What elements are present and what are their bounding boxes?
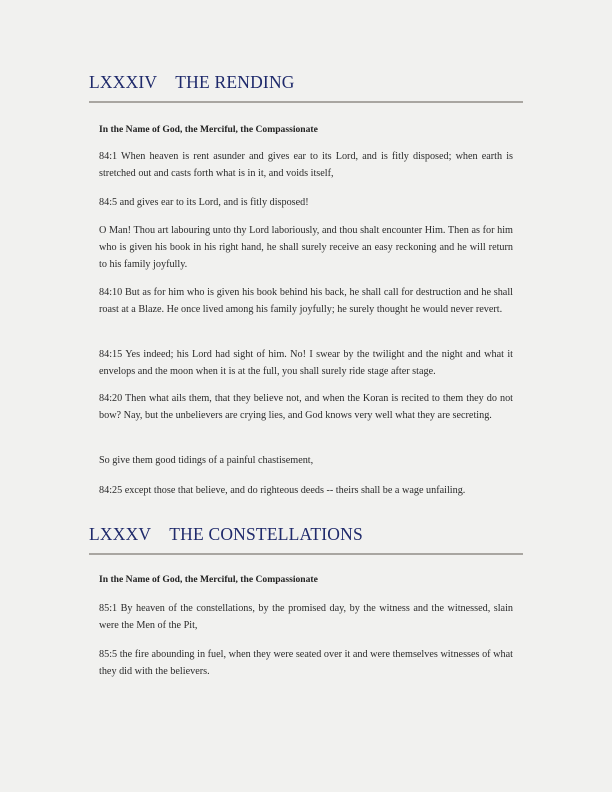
chapter-title [89, 524, 523, 545]
paragraph-block [89, 346, 523, 380]
verse-paragraph: 84:5 and gives ear to its Lord, and is fitly disposed! [99, 197, 309, 208]
heading-rule [89, 553, 523, 555]
chapter-number: LXXXIV [89, 72, 158, 92]
chapter-heading [89, 524, 523, 555]
chapter-title [89, 72, 523, 93]
verse-paragraph: O Man! Thou art labouring unto thy Lord laboriously, and thou shalt encounter Him. Then as for him who is given his book in his right hand, he shall surely receive an easy reckoning and he will return to his family joyfully. [99, 225, 513, 270]
verse-paragraph: 84:25 except those that believe, and do righteous deeds -- theirs shall be a wage unfailing. [99, 485, 466, 496]
invocation: In the Name of God, the Merciful, the Compassionate [99, 574, 318, 585]
paragraph-block [89, 452, 523, 469]
chapter-84-body [89, 124, 523, 135]
chapter-85 [89, 524, 523, 555]
chapter-84 [89, 72, 523, 103]
paragraph-block [89, 600, 523, 634]
paragraph-block [89, 390, 523, 424]
paragraph-block [89, 222, 523, 273]
verse-paragraph: So give them good tidings of a painful chastisement, [99, 455, 314, 466]
verse-paragraph: 84:1 When heaven is rent asunder and gives ear to its Lord, and is fitly disposed; when earth is stretched out and casts forth what is in it, and voids itself, [99, 151, 513, 179]
chapter-85-body [89, 574, 523, 585]
paragraph-block [89, 194, 523, 211]
invocation: In the Name of God, the Merciful, the Compassionate [99, 124, 318, 135]
verse-paragraph: 85:1 By heaven of the constellations, by the promised day, by the witness and the witnessed, slain were the Men of the Pit, [99, 603, 513, 631]
chapter-heading [89, 72, 523, 103]
verse-paragraph: 85:5 the fire abounding in fuel, when they were seated over it and were themselves witnesses of what they did with the believers. [99, 649, 513, 677]
chapter-number: LXXXV [89, 524, 152, 544]
verse-paragraph: 84:15 Yes indeed; his Lord had sight of him. No! I swear by the twilight and the night and what it envelops and the moon when it is at the full, you shall surely ride stage after stage. [99, 349, 513, 377]
verse-paragraph: 84:20 Then what ails them, that they believe not, and when the Koran is recited to them they do not bow? Nay, but the unbelievers are crying lies, and God knows very well what they are secreting. [99, 393, 513, 421]
paragraph-block [89, 482, 523, 499]
chapter-name: THE RENDING [175, 72, 295, 92]
paragraph-block [89, 148, 523, 182]
paragraph-block [89, 646, 523, 680]
paragraph-block [89, 284, 523, 318]
chapter-name: THE CONSTELLATIONS [169, 524, 363, 544]
heading-rule [89, 101, 523, 103]
verse-paragraph: 84:10 But as for him who is given his book behind his back, he shall call for destruction and he shall roast at a Blaze. He once lived among his family joyfully; he surely thought he would never revert. [99, 287, 513, 315]
